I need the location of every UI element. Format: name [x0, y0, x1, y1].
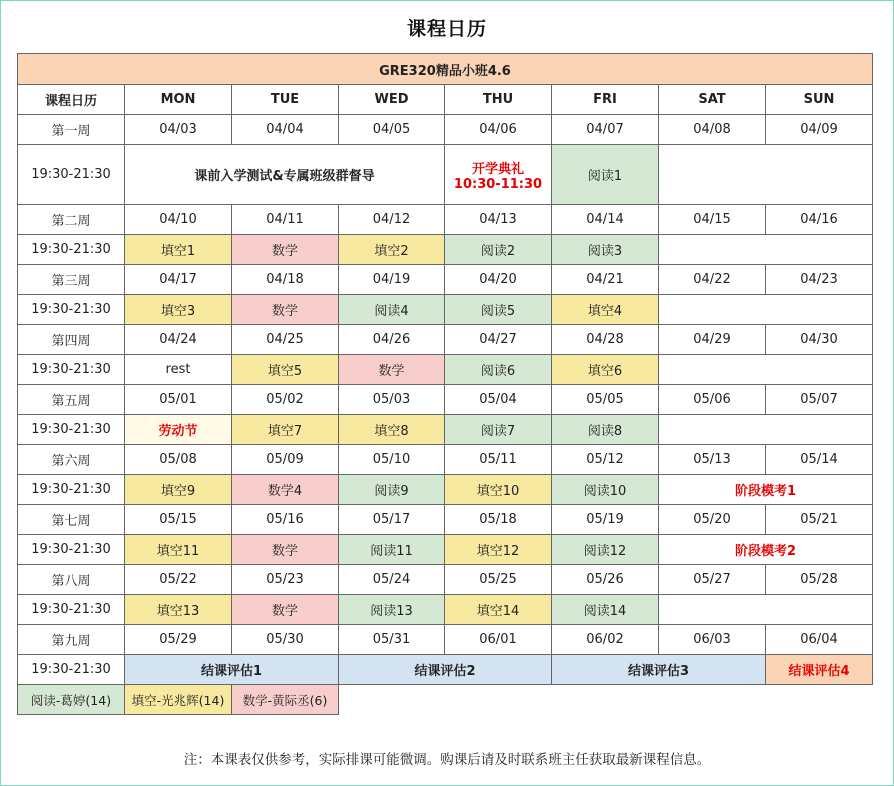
date-cell: 05/24 — [339, 565, 445, 595]
session-row — [18, 295, 873, 325]
date-cell: 04/07 — [552, 115, 659, 145]
session-cell: 填空14 — [445, 595, 552, 625]
date-cell: 05/01 — [125, 385, 232, 415]
session-cell: 填空11 — [125, 535, 232, 565]
week-label: 第八周 — [18, 565, 125, 595]
week-row — [18, 265, 873, 295]
header-cell: FRI — [552, 85, 659, 115]
header-cell: 课程日历 — [18, 85, 125, 115]
page-title: 课程日历 — [406, 18, 487, 40]
date-cell: 05/07 — [766, 385, 873, 415]
legend-row — [18, 685, 873, 715]
time-slot: 19:30-21:30 — [18, 145, 125, 205]
session-cell: 阅读10 — [552, 475, 659, 505]
date-cell: 04/25 — [232, 325, 339, 355]
session-row — [18, 595, 873, 625]
time-slot: 19:30-21:30 — [18, 235, 125, 265]
session-cell: 填空5 — [232, 355, 339, 385]
week-row — [18, 505, 873, 535]
header-cell: WED — [339, 85, 445, 115]
session-cell: 阅读6 — [445, 355, 552, 385]
final-assessment-cell: 结课评估3 — [552, 655, 766, 685]
date-cell: 04/28 — [552, 325, 659, 355]
session-cell: 填空12 — [445, 535, 552, 565]
date-cell: 04/17 — [125, 265, 232, 295]
session-row — [18, 355, 873, 385]
date-cell: 04/05 — [339, 115, 445, 145]
date-cell: 05/29 — [125, 625, 232, 655]
session-cell: 阅读2 — [445, 235, 552, 265]
session-cell: 阅读4 — [339, 295, 445, 325]
week-row — [18, 205, 873, 235]
mock-exam-cell: 阶段模考2 — [659, 535, 873, 565]
session-cell: 阅读12 — [552, 535, 659, 565]
date-cell: 04/20 — [445, 265, 552, 295]
header-cell: MON — [125, 85, 232, 115]
session-row — [18, 475, 873, 505]
session-cell: 数学 — [232, 235, 339, 265]
date-cell: 05/09 — [232, 445, 339, 475]
date-cell: 05/21 — [766, 505, 873, 535]
banner-row — [18, 54, 873, 85]
final-assessment-cell: 结课评估2 — [339, 655, 552, 685]
date-cell: 05/23 — [232, 565, 339, 595]
date-cell: 05/08 — [125, 445, 232, 475]
week-label: 第七周 — [18, 505, 125, 535]
session-row — [18, 655, 873, 685]
header-cell: TUE — [232, 85, 339, 115]
date-cell: 05/03 — [339, 385, 445, 415]
header-cell: SUN — [766, 85, 873, 115]
session-cell: 填空3 — [125, 295, 232, 325]
date-cell: 05/15 — [125, 505, 232, 535]
course-banner: GRE320精品小班4.6 — [18, 54, 873, 85]
session-cell: 数学 — [232, 295, 339, 325]
weekend-cell — [659, 295, 873, 325]
session-cell: 阅读3 — [552, 235, 659, 265]
week-label: 第二周 — [18, 205, 125, 235]
date-cell: 05/30 — [232, 625, 339, 655]
legend-fill-blank: 填空-光兆辉(14) — [125, 685, 232, 715]
session-cell: 数学4 — [232, 475, 339, 505]
weekend-cell — [659, 235, 873, 265]
session-row — [18, 145, 873, 205]
final-assessment-cell: 结课评估4 — [766, 655, 873, 685]
opening-ceremony-title: 开学典礼 — [471, 161, 524, 177]
date-cell: 05/16 — [232, 505, 339, 535]
week-label: 第三周 — [18, 265, 125, 295]
date-cell: 05/02 — [232, 385, 339, 415]
date-cell: 04/04 — [232, 115, 339, 145]
week-label: 第一周 — [18, 115, 125, 145]
date-cell: 05/05 — [552, 385, 659, 415]
weekend-cell — [659, 145, 873, 205]
date-cell: 04/06 — [445, 115, 552, 145]
week-row — [18, 445, 873, 475]
date-cell: 04/13 — [445, 205, 552, 235]
date-cell: 04/18 — [232, 265, 339, 295]
date-cell: 04/09 — [766, 115, 873, 145]
session-cell: 填空1 — [125, 235, 232, 265]
time-slot: 19:30-21:30 — [18, 415, 125, 445]
holiday-cell: 劳动节 — [125, 415, 232, 445]
opening-ceremony-cell — [445, 145, 552, 205]
session-cell: 阅读7 — [445, 415, 552, 445]
session-cell: rest — [125, 355, 232, 385]
date-cell: 04/26 — [339, 325, 445, 355]
date-cell: 05/04 — [445, 385, 552, 415]
date-cell: 05/22 — [125, 565, 232, 595]
session-cell: 阅读14 — [552, 595, 659, 625]
session-row — [18, 415, 873, 445]
date-cell: 05/06 — [659, 385, 766, 415]
date-cell: 05/14 — [766, 445, 873, 475]
header-cell: SAT — [659, 85, 766, 115]
session-cell: 填空10 — [445, 475, 552, 505]
date-cell: 04/22 — [659, 265, 766, 295]
session-cell: 填空7 — [232, 415, 339, 445]
session-cell: 阅读8 — [552, 415, 659, 445]
opening-ceremony-time: 10:30-11:30 — [453, 176, 543, 192]
session-cell: 阅读13 — [339, 595, 445, 625]
course-calendar-table — [17, 53, 873, 715]
date-cell: 04/14 — [552, 205, 659, 235]
session-cell: 阅读5 — [445, 295, 552, 325]
date-cell: 05/28 — [766, 565, 873, 595]
date-cell: 04/15 — [659, 205, 766, 235]
disclaimer-note: 注：本课表仅供参考，实际排课可能微调。购课后请及时联系班主任获取最新课程信息。 — [183, 752, 711, 768]
week-row — [18, 115, 873, 145]
weekend-cell — [659, 415, 873, 445]
date-cell: 04/23 — [766, 265, 873, 295]
date-cell: 05/20 — [659, 505, 766, 535]
week-row — [18, 385, 873, 415]
date-cell: 04/24 — [125, 325, 232, 355]
time-slot: 19:30-21:30 — [18, 355, 125, 385]
date-cell: 04/30 — [766, 325, 873, 355]
date-cell: 04/19 — [339, 265, 445, 295]
week-label: 第九周 — [18, 625, 125, 655]
session-cell: 数学 — [232, 595, 339, 625]
date-cell: 05/26 — [552, 565, 659, 595]
date-cell: 04/03 — [125, 115, 232, 145]
weekend-cell — [659, 595, 873, 625]
time-slot: 19:30-21:30 — [18, 475, 125, 505]
weekend-cell — [659, 355, 873, 385]
final-assessment-cell: 结课评估1 — [125, 655, 339, 685]
date-cell: 04/16 — [766, 205, 873, 235]
time-slot: 19:30-21:30 — [18, 595, 125, 625]
date-cell: 04/29 — [659, 325, 766, 355]
week-row — [18, 325, 873, 355]
session-cell: 填空4 — [552, 295, 659, 325]
date-cell: 04/21 — [552, 265, 659, 295]
session-cell: 阅读1 — [552, 145, 659, 205]
header-row — [18, 85, 873, 115]
session-cell: 填空8 — [339, 415, 445, 445]
session-cell: 填空9 — [125, 475, 232, 505]
session-cell: 填空6 — [552, 355, 659, 385]
week-label: 第四周 — [18, 325, 125, 355]
date-cell: 05/25 — [445, 565, 552, 595]
date-cell: 05/27 — [659, 565, 766, 595]
header-cell: THU — [445, 85, 552, 115]
date-cell: 05/12 — [552, 445, 659, 475]
date-cell: 04/10 — [125, 205, 232, 235]
date-cell: 04/27 — [445, 325, 552, 355]
week-label: 第六周 — [18, 445, 125, 475]
date-cell: 05/18 — [445, 505, 552, 535]
date-cell: 06/01 — [445, 625, 552, 655]
date-cell: 06/02 — [552, 625, 659, 655]
pre-course-test-cell: 课前入学测试&专属班级群督导 — [125, 145, 445, 205]
time-slot: 19:30-21:30 — [18, 655, 125, 685]
legend-math: 数学-黄际丞(6) — [232, 685, 339, 715]
session-cell: 填空13 — [125, 595, 232, 625]
date-cell: 05/10 — [339, 445, 445, 475]
session-cell: 阅读9 — [339, 475, 445, 505]
legend-reading: 阅读-葛婷(14) — [18, 685, 125, 715]
session-cell: 填空2 — [339, 235, 445, 265]
date-cell: 04/12 — [339, 205, 445, 235]
session-cell: 阅读11 — [339, 535, 445, 565]
date-cell: 05/17 — [339, 505, 445, 535]
session-row — [18, 235, 873, 265]
mock-exam-cell: 阶段模考1 — [659, 475, 873, 505]
session-cell: 数学 — [232, 535, 339, 565]
date-cell: 04/08 — [659, 115, 766, 145]
date-cell: 06/04 — [766, 625, 873, 655]
week-row — [18, 565, 873, 595]
date-cell: 05/11 — [445, 445, 552, 475]
time-slot: 19:30-21:30 — [18, 295, 125, 325]
week-row — [18, 625, 873, 655]
week-label: 第五周 — [18, 385, 125, 415]
date-cell: 05/19 — [552, 505, 659, 535]
date-cell: 04/11 — [232, 205, 339, 235]
session-row — [18, 535, 873, 565]
time-slot: 19:30-21:30 — [18, 535, 125, 565]
date-cell: 05/31 — [339, 625, 445, 655]
date-cell: 06/03 — [659, 625, 766, 655]
session-cell: 数学 — [339, 355, 445, 385]
date-cell: 05/13 — [659, 445, 766, 475]
